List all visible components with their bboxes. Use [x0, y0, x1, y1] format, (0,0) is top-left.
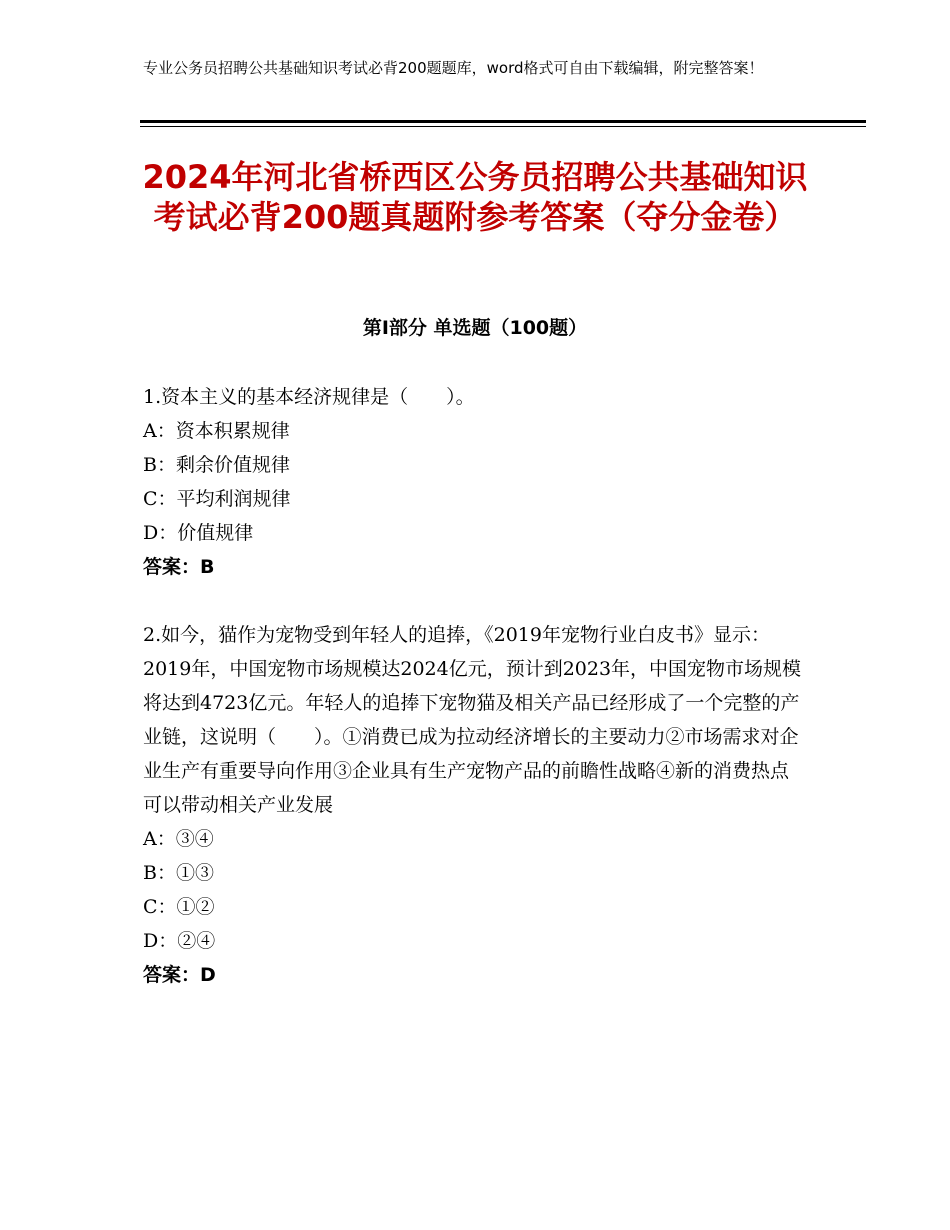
option-a: A：资本积累规律 [143, 420, 290, 442]
option-b: B：剩余价值规律 [143, 454, 290, 476]
answer: 答案：D [143, 964, 216, 986]
question-stem: 2.如今，猫作为宠物受到年轻人的追捧，《2019年宠物行业白皮书》显示：2019年，中国宠物市场规模达2024亿元，预计到2023年，中国宠物市场规模将达到4723亿元。年轻人的追捧下宠物猫及相关产品已经形成了一个完整的产业链，这说明（ ）。①消费已成为拉动经济增长的主要动力②市场需求对企业生产有重要导向作用③企业具有生产宠物产品的前瞻性战略④新的消费热点可以带动相关产业发展 [143, 624, 802, 816]
question-1 [143, 380, 803, 584]
header-note: 专业公务员招聘公共基础知识考试必背200题题库，word格式可自由下载编辑，附完整答案！ [143, 59, 764, 77]
question-2 [143, 618, 803, 992]
option-a: A：③④ [143, 828, 214, 850]
document-title: 2024年河北省桥西区公务员招聘公共基础知识考试必背200题真题附参考答案（夺分金卷） [142, 158, 808, 236]
header-rule [140, 120, 866, 123]
option-d: D：②④ [143, 930, 216, 952]
header-rule-thin [140, 126, 866, 127]
option-d: D：价值规律 [143, 522, 254, 544]
answer: 答案：B [143, 556, 215, 578]
section-title: 第Ⅰ部分 单选题（100题） [362, 317, 588, 339]
option-c: C：平均利润规律 [143, 488, 291, 510]
option-b: B：①③ [143, 862, 214, 884]
question-stem: 1.资本主义的基本经济规律是（ ）。 [143, 386, 475, 408]
option-c: C：①② [143, 896, 215, 918]
